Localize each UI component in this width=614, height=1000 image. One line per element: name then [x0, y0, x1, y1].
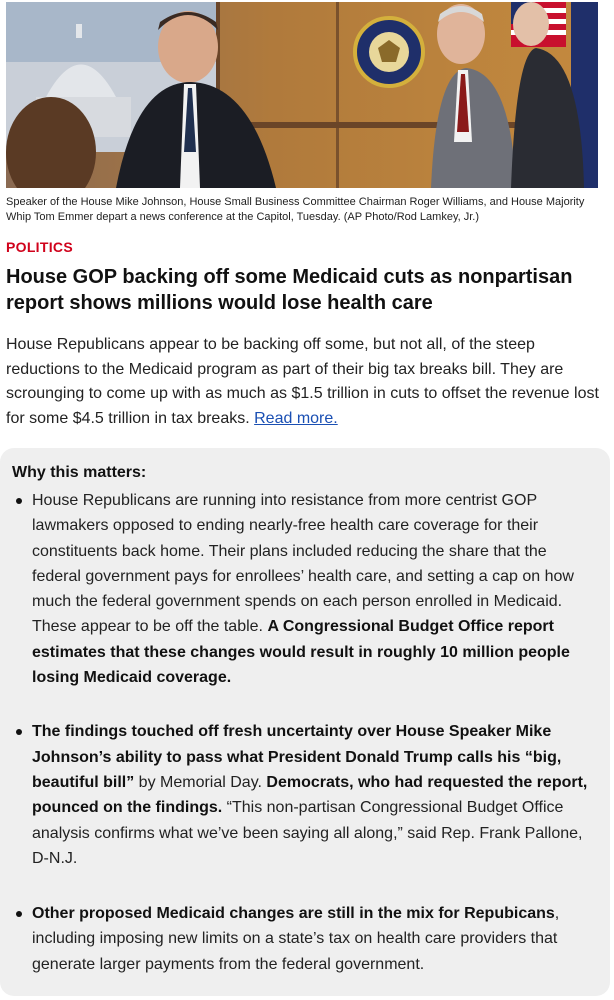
category-label[interactable]: POLITICS — [6, 239, 73, 255]
bullet-2-bold-a: The findings touched off fresh uncertainty over House Speaker Mike Johnson’s ability to pass what President Donald Trump calls his “big, beautiful bill” — [32, 723, 562, 791]
bullet-2-bold-b: Democrats, who had requested the report, pounced on the findings. — [32, 773, 588, 817]
bullet-1-text: House Republicans are running into resistance from more centrist GOP lawmakers opposed to ending nearly-free health care coverage for their constituents back home. Their plans included reducing the share that the federal government pays for enrollees’ health care, and setting a cap on how much the federal government spends on each person enrolled in Medicaid. These appear to be off the table. — [32, 492, 574, 636]
bullet-icon — [16, 498, 22, 504]
article-headline[interactable]: House GOP backing off some Medicaid cuts as nonpartisan report shows millions would lose health care — [6, 266, 573, 314]
read-more-link[interactable]: Read more. — [254, 409, 338, 427]
article-lede — [6, 333, 610, 431]
why-this-matters-box — [0, 448, 610, 996]
bullet-icon — [16, 911, 22, 917]
bullet-1-bold: A Congressional Budget Office report estimates that these changes would result in roughly 10 million people losing Medicaid coverage. — [32, 618, 570, 687]
bullet-2-text-a: by Memorial Day. — [134, 773, 267, 791]
bullet-2-text-b: “This non-partisan Congressional Budget Office analysis confirms what we’ve been saying all along,” said Rep. Frank Pallone, D-N.J. — [32, 799, 583, 867]
news-photo — [6, 2, 598, 188]
news-photo-image — [6, 2, 598, 188]
bullet-3-text: , including imposing new limits on a state’s tax on health care providers that generate larger payments from the federal government. — [32, 905, 560, 973]
bullet-3-bold: Other proposed Medicaid changes are still in the mix for Repubicans — [32, 905, 555, 923]
why-this-matters-list — [12, 488, 598, 977]
list-item — [12, 488, 598, 690]
photo-caption: Speaker of the House Mike Johnson, House Small Business Committee Chairman Roger Williams, and House Majority Whip Tom Emmer depart a news conference at the Capitol, Tuesday. (AP Photo/Rod Lamkey, Jr.) — [6, 196, 585, 223]
list-item — [12, 901, 598, 977]
list-item — [12, 719, 598, 871]
bullet-icon — [16, 729, 22, 735]
why-this-matters-title: Why this matters: — [12, 464, 147, 481]
lede-text: House Republicans appear to be backing off some, but not all, of the steep reductions to the Medicaid program as part of their big tax breaks bill. They are scrounging to come up with as much as $1.5 trillion in cuts to offset the revenue lost for some $4.5 trillion in tax breaks. — [6, 336, 599, 427]
